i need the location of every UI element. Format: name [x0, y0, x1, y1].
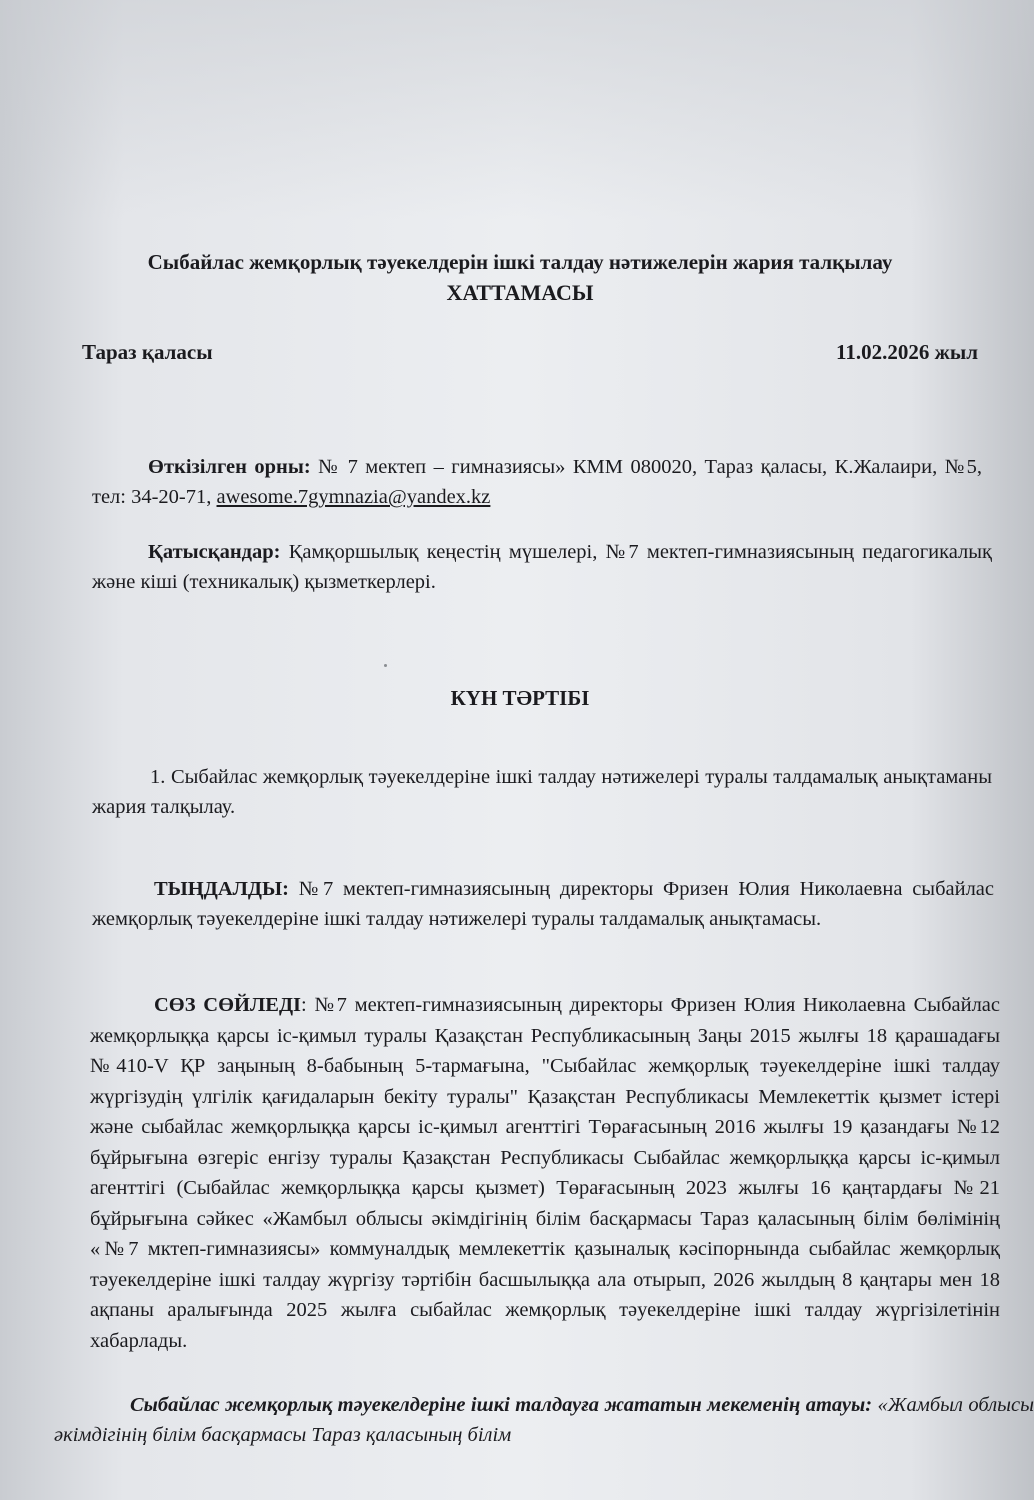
listened-text: №7 мектеп-гимназиясының директоры Фризен Юлия Николаевна сыбайлас жемқорлық тәуекелдеріне ішкі талдау нәтижелері туралы талдамалық анықтамасы. — [92, 878, 994, 930]
agenda-item: 1. Сыбайлас жемқорлық тәуекелдеріне ішкі талдау нәтижелері туралы талдамалық анықтаманы жария талқылау. — [92, 766, 992, 818]
venue-paragraph — [92, 452, 982, 512]
listened-paragraph — [92, 874, 994, 934]
city: Тараз қаласы — [82, 340, 213, 364]
document-title: Сыбайлас жемқорлық тәуекелдерін ішкі талдау нәтижелерін жария талқылау — [147, 250, 893, 274]
venue-label: Өткізілген орны: — [148, 456, 311, 478]
agenda-heading: КҮН ТӘРТІБІ — [450, 686, 590, 710]
participants-paragraph — [92, 537, 992, 597]
institution-paragraph — [54, 1390, 1034, 1450]
spoke-paragraph — [90, 990, 1000, 1356]
participants-text: Қамқоршылық кеңестің мүшелері, №7 мектеп-гимназиясының педагогикалық және кіші (техникалық) қызметкерлері. — [92, 541, 992, 593]
paper-speck — [384, 664, 387, 667]
listened-label: ТЫҢДАЛДЫ: — [154, 878, 289, 900]
institution-text: «Жамбыл облысы әкімдігінің білім басқармасы Тараз қаласының білім — [54, 1394, 1034, 1446]
institution-label: Сыбайлас жемқорлық тәуекелдеріне ішкі талдауға жататын мекеменің атауы: — [130, 1394, 873, 1416]
page-shadow — [0, 0, 1034, 220]
participants-label: Қатысқандар: — [148, 541, 281, 563]
spoke-text: : №7 мектеп-гимназиясының директоры Фризен Юлия Николаевна Сыбайлас жемқорлыққа қарсы іс-қимыл туралы Қазақстан Республикасының Заңы 2015 жылғы 18 қарашадағы №410-V ҚР заңының 8-бабының 5-тармағына, "Сыбайлас жемқорлық тәуекелдеріне ішкі талдау жүргізудің үлгілік қағидаларын бекіту туралы" Қазақстан Республикасы Мемлекеттік қызмет істері және сыбайлас жемқорлыққа қарсы іс-қимыл агенттігі Төрағасының 2016 жылғы 19 қазандағы №12 бұйрығына өзгеріс енгізу туралы Қазақстан Республикасы Сыбайлас жемқорлыққа қарсы іс-қимыл агенттігі (Сыбайлас жемқорлыққа қарсы қызмет) Төрағасының 2023 жылғы 16 қаңтардағы №21 бұйрығына сәйкес «Жамбыл облысы әкімдігінің білім басқармасы Тараз қаласының білім бөлімінің «№7 мктеп-гимназиясы» коммуналдық мемлекеттік қазыналық кәсіпорнында сыбайлас жемқорлық тәуекелдеріне ішкі талдау жүргізу тәртібін басшылыққа ала отырып, 2026 жылдың 8 қаңтары мен 18 ақпаны аралығында 2025 жылға сыбайлас жемқорлық тәуекелдеріне ішкі талдау жүргізілетінін хабарлады. — [90, 994, 1000, 1352]
spoke-label: СӨЗ СӨЙЛЕДІ — [154, 994, 302, 1016]
venue-text: № 7 мектеп – гимназиясы» КММ 080020, Тараз қаласы, К.Жалаири, №5, тел: 34-20-71, — [92, 456, 982, 508]
document-subtitle: ХАТТАМАСЫ — [446, 280, 594, 305]
email-link[interactable]: awesome.7gymnazia@yandex.kz — [216, 486, 491, 508]
document-date: 11.02.2026 жыл — [836, 340, 978, 364]
